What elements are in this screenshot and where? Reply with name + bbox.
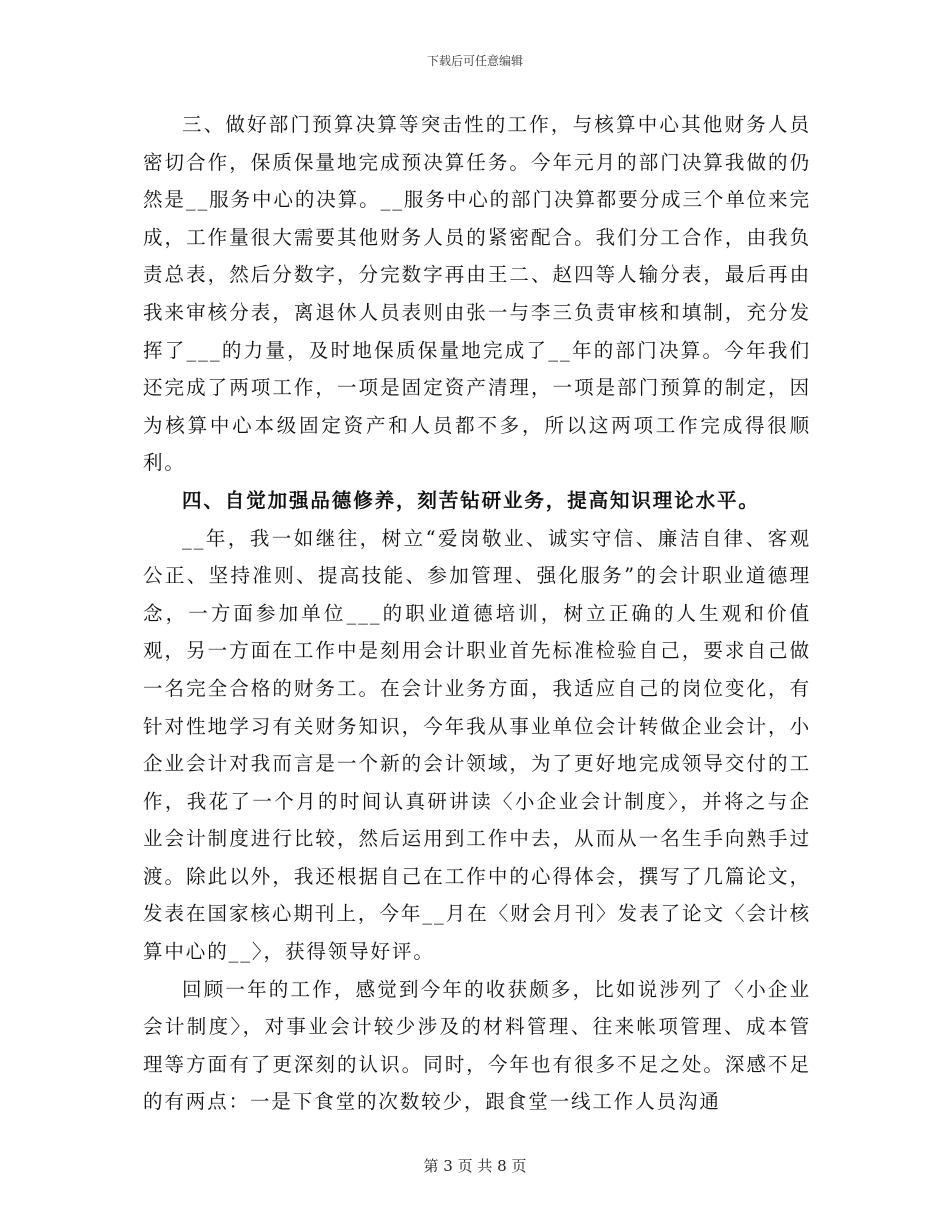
document-body xyxy=(143,106,811,1121)
page-header: 下载后可任意编辑 xyxy=(426,54,523,68)
paragraph-review: 回顾一年的工作，感觉到今年的收获颇多，比如说涉列了〈小企业会计制度〉，对事业会计较少涉及的材料管理、往来帐项管理、成本管理等方面有了更深刻的认识。同时，今年也有很多不足之处。深感不足的有两点：一是下食堂的次数较少，跟食堂一线工作人员沟通 xyxy=(143,977,811,1114)
page-number: 第 3 页 共 8 页 xyxy=(423,1157,527,1175)
paragraph-ethics-and-study: __年，我一如继往，树立“爱岗敬业、诚实守信、廉洁自律、客观公正、坚持准则、提高技能、参加管理、强化服务”的会计职业道德理念，一方面参加单位___的职业道德培训，树立正确的人生观和价值观，另一方面在工作中是刻用会计职业首先标准检验自己，要求自己做一名完全合格的财务工。在会计业务方面，我适应自己的岗位变化，有针对性地学习有关财务知识，今年我从事业单位会计转做企业会计，小企业会计对我而言是一个新的会计领域，为了更好地完成领导交付的工作，我花了一个月的时间认真研讲读〈小企业会计制度〉，并将之与企业会计制度进行比较，然后运用到工作中去，从而从一名生手向熟手过渡。除此以外，我还根据自己在工作中的心得体会，撰写了几篇论文，发表在国家核心期刊上，今年__月在〈财会月刊〉发表了论文〈会计核算中心的__〉，获得领导好评。 xyxy=(143,526,811,964)
section-heading-self-improvement: 四、自觉加强品德修养，刻苦钻研业务，提高知识理论水平。 xyxy=(182,488,760,512)
paragraph-budget-work: 三、做好部门预算决算等突击性的工作，与核算中心其他财务人员密切合作，保质保量地完成预决算任务。今年元月的部门决算我做的仍然是__服务中心的决算。__服务中心的部门决算都要分成三个单位来完成，工作量很大需要其他财务人员的紧密配合。我们分工合作，由我负责总表，然后分数字，分完数字再由王二、赵四等人输分表，最后再由我来审核分表，离退休人员表则由张一与李三负责审核和填制，充分发挥了___的力量，及时地保质保量地完成了__年的部门决算。今年我们还完成了两项工作，一项是固定资产清理，一项是部门预算的制定，因为核算中心本级固定资产和人员都不多，所以这两项工作完成得很顺利。 xyxy=(143,113,811,475)
